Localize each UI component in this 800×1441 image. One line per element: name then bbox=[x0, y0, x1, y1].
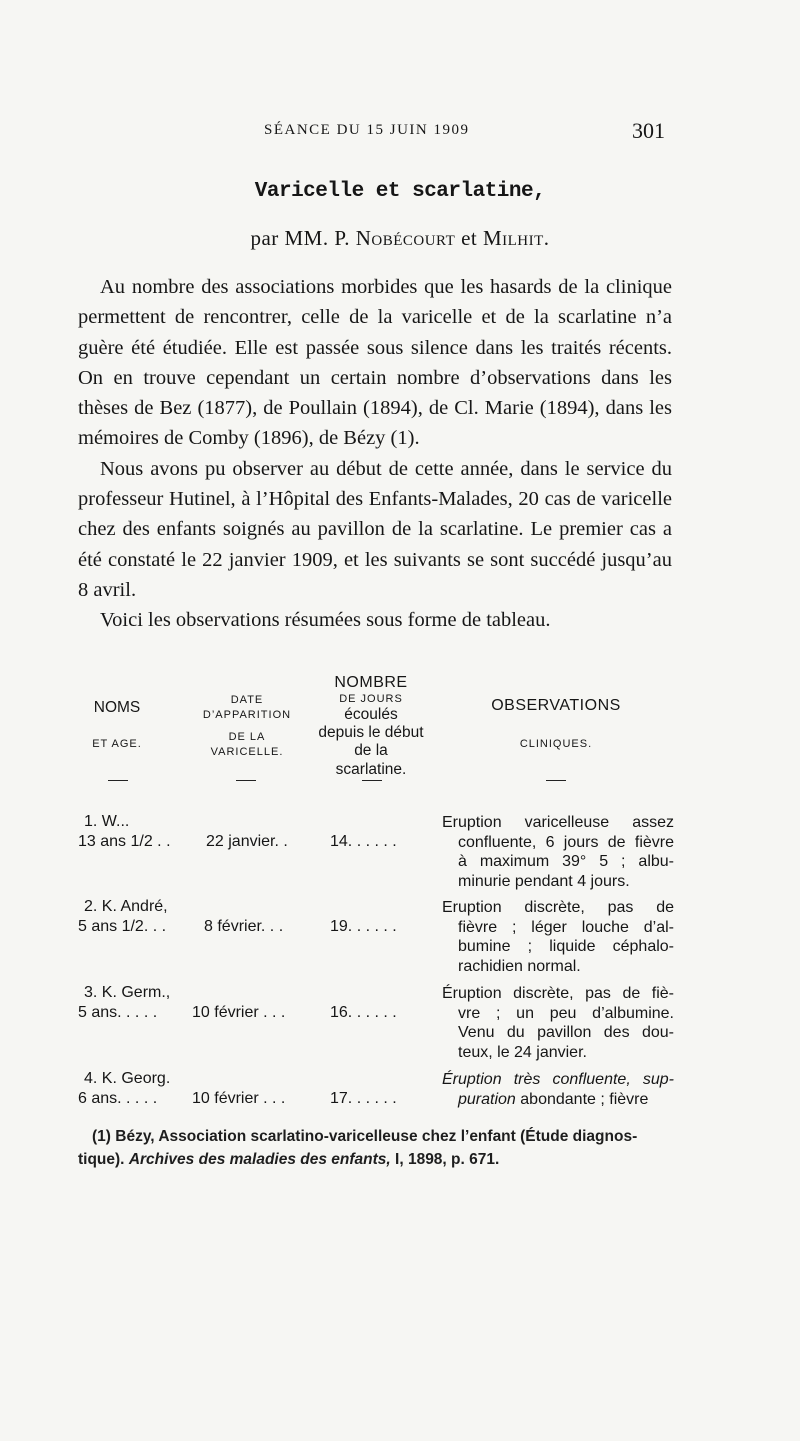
obs-line: à maximum 39° 5 ; albu- bbox=[458, 853, 674, 870]
obs-line: fièvre ; léger louche d’al- bbox=[458, 918, 674, 936]
header-noms-label: NOMS bbox=[93, 699, 141, 716]
row-observations bbox=[442, 898, 674, 976]
obs-tail: abondante ; fièvre bbox=[520, 1090, 649, 1108]
footnote-plain: tique). bbox=[78, 1151, 125, 1168]
row-days: 16. . . . . . bbox=[330, 1004, 397, 1021]
obs-line: Eruption varicelleuse assez bbox=[442, 814, 674, 831]
row-date: 10 février . . . bbox=[192, 1004, 286, 1021]
row-age: 13 ans 1/2 . . bbox=[78, 833, 171, 850]
obs-line: confluente, 6 jours de fièvre bbox=[458, 833, 674, 851]
byline-and: et bbox=[461, 226, 478, 250]
obs-line bbox=[442, 1090, 674, 1110]
row-observations bbox=[442, 984, 674, 1062]
running-title: SÉANCE DU 15 JUIN 1909 bbox=[264, 122, 470, 138]
footnote-ref: I, 1898, p. 671. bbox=[395, 1151, 500, 1168]
obs-italic-word: puration bbox=[458, 1090, 516, 1108]
author-nobecourt: Nobécourt bbox=[355, 226, 456, 250]
obs-line: teux, le 24 janvier. bbox=[458, 1043, 587, 1061]
row-age: 6 ans. . . . . bbox=[78, 1090, 158, 1107]
row-date: 10 février . . . bbox=[192, 1090, 286, 1107]
row-days: 19. . . . . . bbox=[330, 918, 397, 935]
article-body bbox=[78, 272, 672, 636]
row-date: 22 janvier. . bbox=[206, 833, 288, 850]
byline-prefix: par MM. P. bbox=[250, 226, 350, 250]
header-noms bbox=[70, 699, 164, 717]
author-milhit: Milhit. bbox=[482, 226, 550, 250]
obs-line: Éruption discrète, pas de fiè- bbox=[442, 985, 674, 1002]
obs-line: rachidien normal. bbox=[458, 957, 581, 975]
header-date-l1: DATE bbox=[230, 694, 264, 706]
row-name: 3. K. Germ., bbox=[84, 984, 171, 1001]
article-byline bbox=[0, 226, 800, 251]
header-rule-2 bbox=[236, 780, 256, 781]
footnote-line-2 bbox=[78, 1148, 688, 1171]
obs-line: Venu du pavillon des dou- bbox=[458, 1024, 674, 1041]
header-date bbox=[192, 693, 302, 760]
obs-line: bumine ; liquide céphalo- bbox=[458, 938, 674, 955]
obs-line: Eruption discrète, pas de bbox=[442, 899, 674, 916]
header-nb-l5: de la bbox=[354, 742, 388, 760]
header-date-l4: VARICELLE. bbox=[210, 746, 284, 758]
header-nombre bbox=[308, 674, 434, 779]
row-age: 5 ans 1/2. . . bbox=[78, 918, 167, 935]
row-name: 2. K. André, bbox=[84, 898, 168, 915]
header-nb-l4: depuis le début bbox=[318, 724, 424, 742]
page-number: 301 bbox=[632, 118, 665, 143]
row-name: 1. W... bbox=[84, 813, 130, 830]
footnote bbox=[78, 1125, 688, 1171]
header-nb-l1: NOMBRE bbox=[334, 674, 408, 691]
header-rule-3 bbox=[362, 780, 382, 781]
header-rule-4 bbox=[546, 780, 566, 781]
obs-line: minurie pendant 4 jours. bbox=[458, 872, 630, 890]
header-date-l3: DE LA bbox=[228, 731, 266, 743]
running-head bbox=[0, 118, 800, 148]
paragraph-3: Voici les observations résumées sous forme de tableau. bbox=[100, 609, 551, 632]
header-nb-l3: écoulés bbox=[344, 705, 398, 723]
paragraph-1: Au nombre des associations morbides que les hasards de la clinique permettent de rencontrer, celle de la varicelle et de la scarlatine n’a guère été étudiée. Elle est passée sous silence dans les traités récents. On en trouve cependant un certain nombre d’observations dans les thèses de Bez (1877), de Poullain (1894), de Cl. Marie (1894), dans les mémoires de Comby (1896), de Bézy (1). bbox=[78, 276, 672, 450]
paragraph-2: Nous avons pu observer au début de cette année, dans le service du professeur Hutinel, à l’Hôpital des Enfants-Malades, 20 cas de varicelle chez des enfants soignés au pavillon de la scarlatine. Le premier cas a été constaté le 22 janvier 1909, et les suivants se sont succédé jusqu’au 8 avril. bbox=[78, 457, 672, 601]
row-days: 14. . . . . . bbox=[330, 833, 397, 850]
header-nb-l2: DE JOURS bbox=[339, 692, 403, 705]
header-rule-1 bbox=[108, 780, 128, 781]
row-observations bbox=[442, 813, 674, 891]
row-date: 8 février. . . bbox=[204, 918, 284, 935]
row-observations bbox=[442, 1070, 674, 1109]
header-cliniques: CLINIQUES. bbox=[519, 738, 593, 750]
row-name: 4. K. Georg. bbox=[84, 1070, 171, 1087]
footnote-journal: Archives des maladies des enfants, bbox=[128, 1151, 391, 1168]
article-title: Varicelle et scarlatine, bbox=[254, 180, 546, 203]
obs-line: vre ; un peu d’albumine. bbox=[458, 1004, 674, 1022]
row-days: 17. . . . . . bbox=[330, 1090, 397, 1107]
header-observations: OBSERVATIONS bbox=[491, 697, 621, 714]
footnote-line-1: (1) Bézy, Association scarlatino-varicelleuse chez l’enfant (Étude diagnos- bbox=[92, 1128, 638, 1145]
row-age: 5 ans. . . . . bbox=[78, 1004, 158, 1021]
header-nb-l6: scarlatine. bbox=[335, 760, 407, 778]
obs-line: Éruption très confluente, sup- bbox=[442, 1071, 674, 1088]
header-date-l2: D’APPARITION bbox=[202, 709, 292, 721]
header-et-age: ET AGE. bbox=[92, 738, 142, 750]
